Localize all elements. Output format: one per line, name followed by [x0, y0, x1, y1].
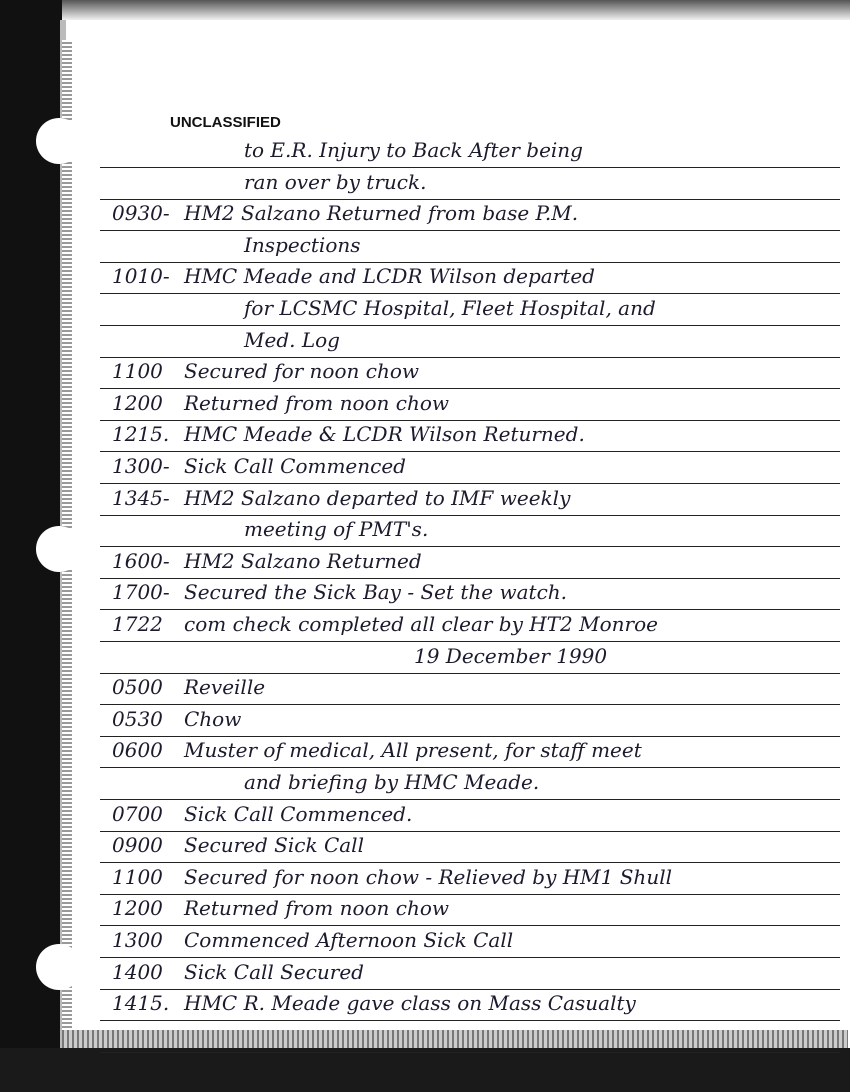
- log-text: Reveille: [184, 675, 266, 699]
- ruled-line: [100, 515, 840, 516]
- log-time: 1300: [112, 928, 163, 952]
- log-entry: [112, 454, 832, 482]
- ruled-line: [100, 388, 840, 389]
- ruled-line: [100, 925, 840, 926]
- log-entry: [112, 960, 832, 988]
- ruled-line: [100, 957, 840, 958]
- log-entry: [112, 612, 832, 640]
- log-entry: [112, 802, 832, 830]
- ruled-line: [100, 862, 840, 863]
- log-time: 0930-: [112, 201, 170, 225]
- ruled-line: [100, 420, 840, 421]
- ruled-line: [100, 199, 840, 200]
- scan-border-bottom: [0, 1048, 850, 1092]
- log-entry: [112, 707, 832, 735]
- log-entry: [112, 359, 832, 387]
- log-time: 0700: [112, 802, 163, 826]
- log-entry: [112, 644, 832, 672]
- log-entry: [112, 865, 832, 893]
- log-entry: [112, 233, 832, 261]
- log-entry: [112, 138, 832, 166]
- log-time: 1700-: [112, 580, 170, 604]
- log-text: Secured the Sick Bay - Set the watch.: [184, 580, 568, 604]
- log-entry: [112, 580, 832, 608]
- ruled-line: [100, 167, 840, 168]
- log-entry: [112, 549, 832, 577]
- log-time: 1415.: [112, 991, 170, 1015]
- log-time: 1345-: [112, 486, 170, 510]
- log-entry: [112, 991, 832, 1019]
- ruled-line: [100, 357, 840, 358]
- log-text: Secured for noon chow: [184, 359, 419, 383]
- log-time: 1300-: [112, 454, 170, 478]
- ruled-line: [100, 1052, 840, 1053]
- log-entry: [112, 296, 832, 324]
- scan-border-top: [62, 0, 850, 22]
- log-time: 1600-: [112, 549, 170, 573]
- log-entry: [112, 201, 832, 229]
- log-text: Secured Sick Call: [184, 833, 364, 857]
- log-time: 0600: [112, 738, 163, 762]
- log-time: 0530: [112, 707, 163, 731]
- log-time: 1010-: [112, 264, 170, 288]
- log-time: 1722: [112, 612, 163, 636]
- log-time: 1215.: [112, 422, 170, 446]
- log-text: com check completed all clear by HT2 Monroe: [184, 612, 658, 636]
- ruled-line: [100, 736, 840, 737]
- log-text: HMC R. Meade gave class on Mass Casualty: [184, 991, 636, 1015]
- log-time: 1200: [112, 896, 163, 920]
- log-text: Inspections: [244, 233, 361, 257]
- ruled-line: [100, 641, 840, 642]
- ruled-line: [100, 1020, 840, 1021]
- log-entry: [112, 896, 832, 924]
- ruled-line: [100, 894, 840, 895]
- log-time: 1100: [112, 359, 163, 383]
- ruled-line: [100, 799, 840, 800]
- ruled-line: [100, 704, 840, 705]
- log-entry: [112, 391, 832, 419]
- ruled-line: [100, 293, 840, 294]
- log-text: HMC Meade and LCDR Wilson departed: [184, 264, 595, 288]
- log-text: to E.R. Injury to Back After being: [244, 138, 583, 162]
- log-entry: [112, 928, 832, 956]
- log-entry: [112, 486, 832, 514]
- log-time: 1100: [112, 865, 163, 889]
- binder-hole-top: [36, 118, 82, 164]
- log-text: HM2 Salzano Returned from base P.M.: [184, 201, 579, 225]
- log-text: HMC Meade & LCDR Wilson Returned.: [184, 422, 585, 446]
- log-text: Secured for noon chow - Relieved by HM1 Shull: [184, 865, 672, 889]
- log-text: Returned from noon chow: [184, 391, 450, 415]
- ruled-line: [100, 262, 840, 263]
- ruled-line: [100, 546, 840, 547]
- classification-header: UNCLASSIFIED: [170, 114, 281, 131]
- ruled-line: [100, 673, 840, 674]
- ruled-line: [100, 609, 840, 610]
- ruled-line: [100, 767, 840, 768]
- log-text: Chow: [184, 707, 242, 731]
- log-text: and briefing by HMC Meade.: [244, 770, 540, 794]
- log-time: 1400: [112, 960, 163, 984]
- binder-hole-middle: [36, 526, 82, 572]
- log-text: Commenced Afternoon Sick Call: [184, 928, 514, 952]
- log-text: for LCSMC Hospital, Fleet Hospital, and: [244, 296, 656, 320]
- log-text: meeting of PMT's.: [244, 517, 429, 541]
- log-text: Muster of medical, All present, for staff meet: [184, 738, 642, 762]
- log-text: Returned from noon chow: [184, 896, 450, 920]
- log-entry: [112, 517, 832, 545]
- ruled-line: [100, 230, 840, 231]
- log-entry: [112, 833, 832, 861]
- log-text: Sick Call Commenced: [184, 454, 406, 478]
- log-entry: [112, 422, 832, 450]
- page-bottom-edge: [62, 1030, 848, 1048]
- log-text: Med. Log: [244, 328, 340, 352]
- log-entry: [112, 328, 832, 356]
- ruled-line: [100, 325, 840, 326]
- log-entry: [112, 170, 832, 198]
- log-time: 0900: [112, 833, 163, 857]
- log-entry: [112, 738, 832, 766]
- log-text: Sick Call Secured: [184, 960, 364, 984]
- log-text: Sick Call Commenced.: [184, 802, 413, 826]
- binder-hole-bottom: [36, 944, 82, 990]
- log-entry: [112, 770, 832, 798]
- log-time: 0500: [112, 675, 163, 699]
- log-entry: [112, 675, 832, 703]
- ruled-line: [100, 831, 840, 832]
- log-text: HM2 Salzano departed to IMF weekly: [184, 486, 571, 510]
- log-text: ran over by truck.: [244, 170, 427, 194]
- ruled-line: [100, 989, 840, 990]
- log-text: HM2 Salzano Returned: [184, 549, 422, 573]
- ruled-line: [100, 578, 840, 579]
- ruled-line: [100, 483, 840, 484]
- log-text: 19 December 1990: [414, 644, 608, 668]
- log-entry: [112, 264, 832, 292]
- log-time: 1200: [112, 391, 163, 415]
- ruled-line: [100, 451, 840, 452]
